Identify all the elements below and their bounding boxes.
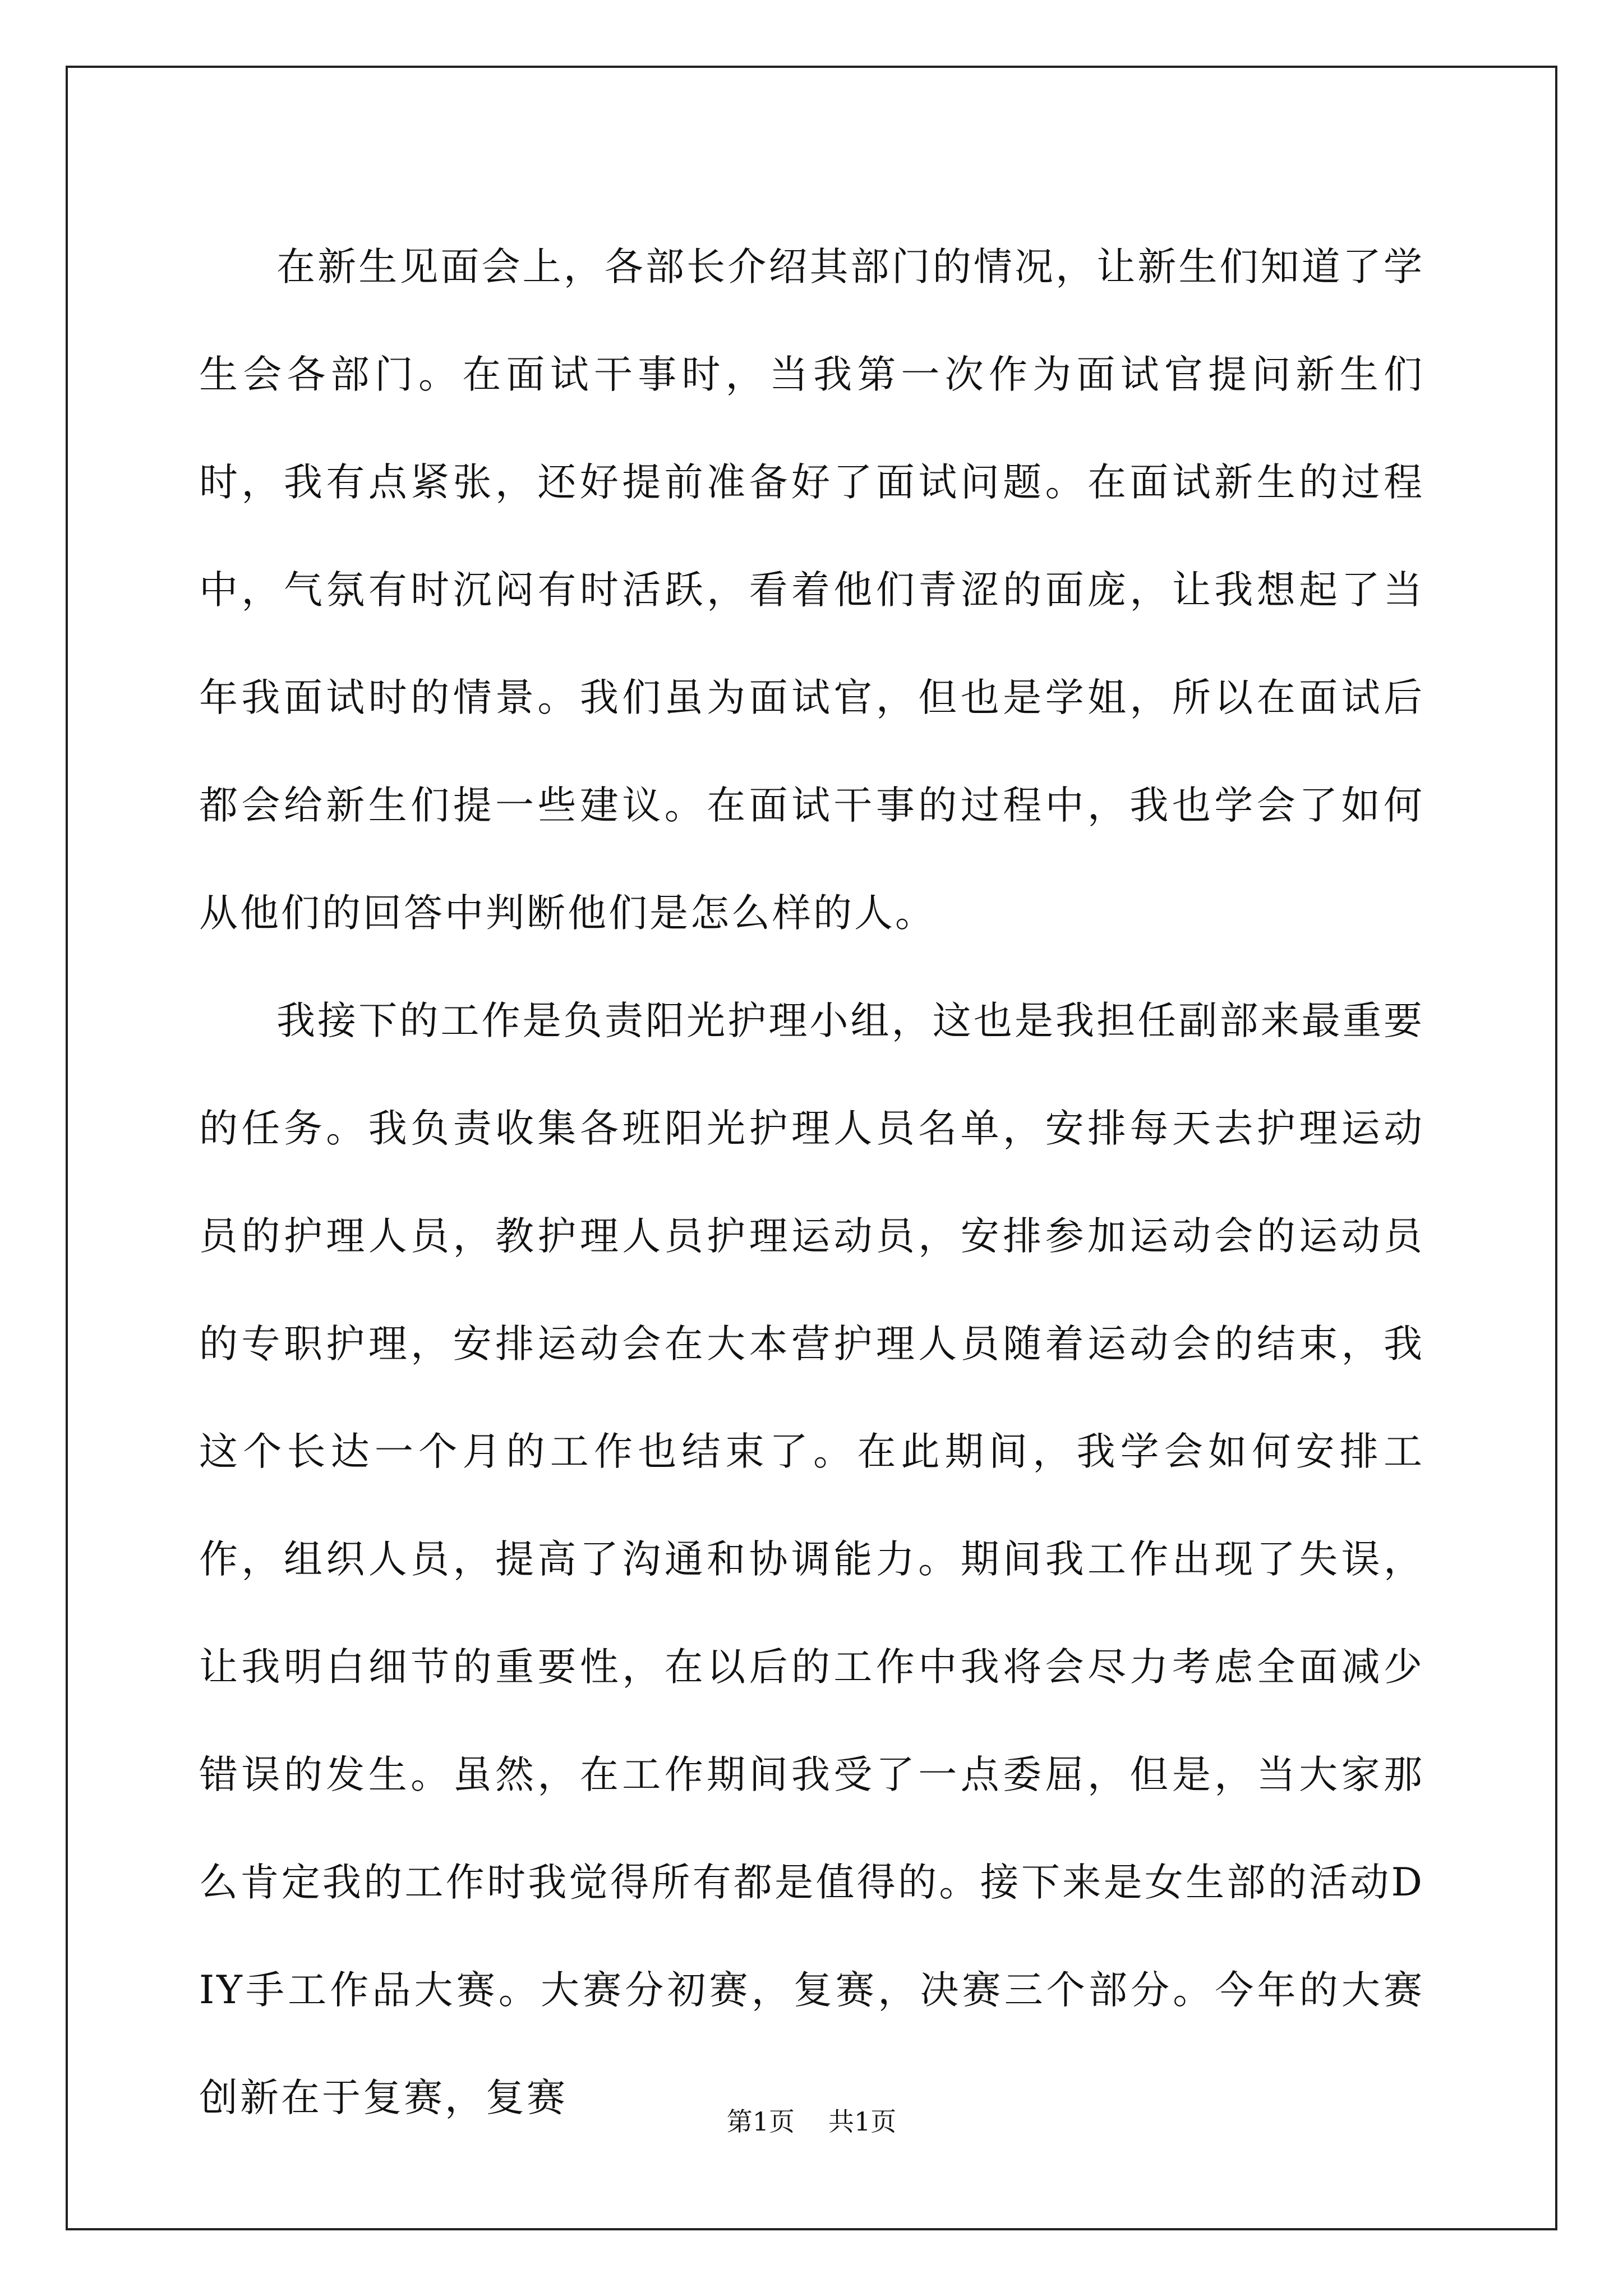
paragraph-2: 我接下的工作是负责阳光护理小组，这也是我担任副部来最重要的任务。我负责收集各班阳光护理人员名单，安排每天去护理运动员的护理人员，教护理人员护理运动员，安排参加运动会的运动员的专职护理，安排运动会在大本营护理人员随着运动会的结束，我这个长达一个月的工作也结束了。在此期间，我学会如何安排工作，组织人员，提高了沟通和协调能力。期间我工作出现了失误，让我明白细节的重要性，在以后的工作中我将会尽力考虑全面减少错误的发生。虽然，在工作期间我受了一点委屈，但是，当大家那么肯定我的工作时我觉得所有都是值得的。接下来是女生部的活动DIY手工作品大赛。大赛分初赛，复赛，决赛三个部分。今年的大赛创新在于复赛，复赛: [199, 999, 1424, 2120]
page-footer: [0, 2105, 1623, 2138]
document-body: [199, 213, 1424, 2152]
page-number-current: 第1页: [726, 2106, 795, 2137]
paragraph-1: 在新生见面会上，各部长介绍其部门的情况，让新生们知道了学生会各部门。在面试干事时，当我第一次作为面试官提问新生们时，我有点紧张，还好提前准备好了面试问题。在面试新生的过程中，气氛有时沉闷有时活跃，看着他们青涩的面庞，让我想起了当年我面试时的情景。我们虽为面试官，但也是学姐，所以在面试后都会给新生们提一些建议。在面试干事的过程中，我也学会了如何从他们的回答中判断他们是怎么样的人。: [199, 245, 1424, 936]
page-number-total: 共1页: [828, 2106, 897, 2137]
